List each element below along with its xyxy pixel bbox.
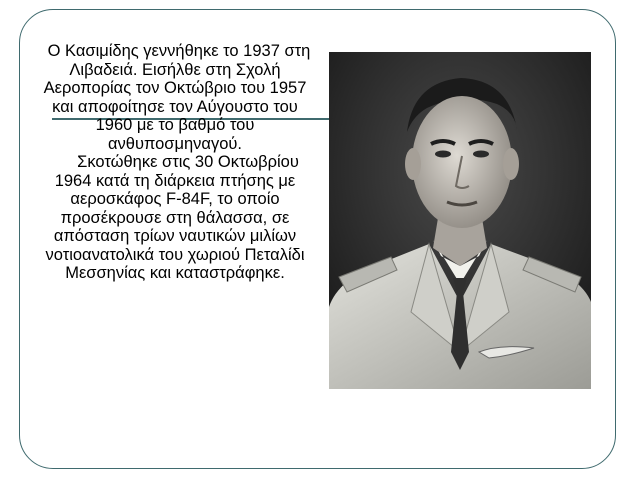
portrait-photo <box>329 52 591 389</box>
portrait-image <box>329 52 591 389</box>
bio-paragraph-2: Σκοτώθηκε στις 30 Οκτωβρίου 1964 κατά τη διάρκεια πτήσης με αεροσκάφος F-84F, το οποίο προσέκρουσε στη θάλασσα, σε απόσταση τρίων ναυτικών μιλίων νοτιοανατολικά του χωριού Πεταλίδι Μεσσηνίας και καταστράφηκε. <box>45 153 305 282</box>
bio-text <box>36 42 314 283</box>
bio-paragraph-1: Ο Κασιμίδης γεννήθηκε το 1937 στη Λιβαδειά. Εισήλθε στη Σχολή Αεροπορίας τον Οκτώβριο του 1957 και αποφοίτησε τον Αύγουστο του 1960 με το βαθμό του ανθυποσμηναγού. <box>43 42 311 153</box>
